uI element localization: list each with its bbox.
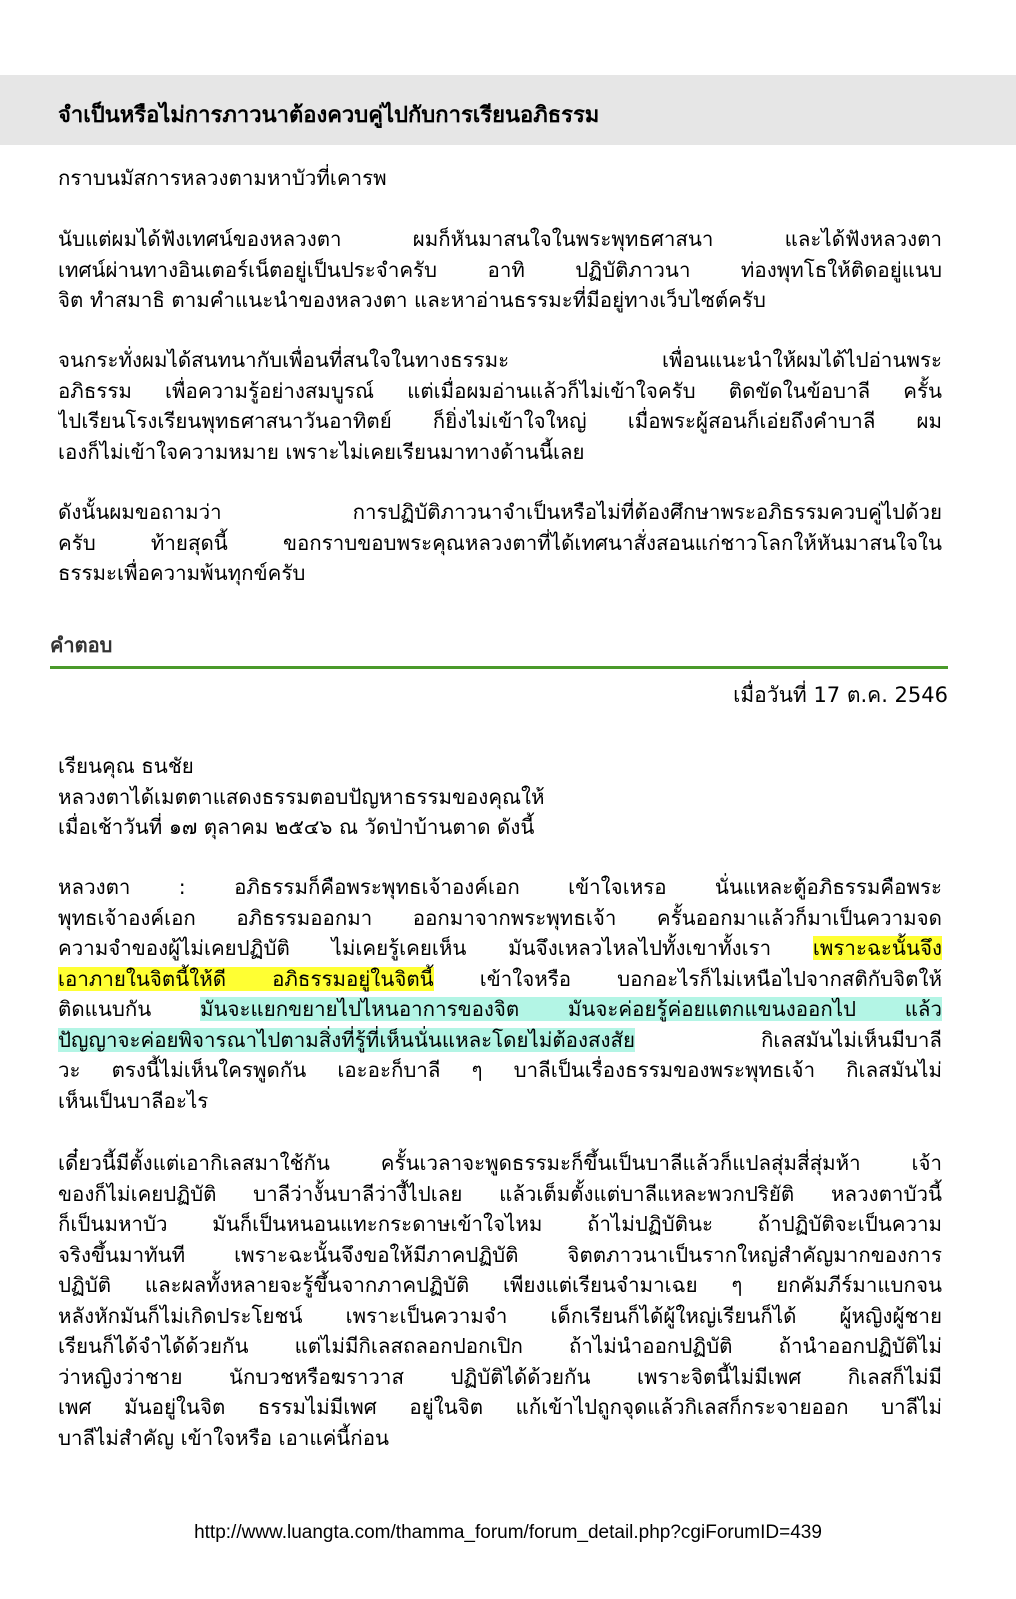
- source-url[interactable]: http://www.luangta.com/thamma_forum/forum_detail.php?cgiForumID=439: [194, 1522, 822, 1543]
- paragraph-line: นับแต่ผมได้ฟังเทศน์ของหลวงตา ผมก็หันมาสนใจในพระพุทธศาสนา และได้ฟังหลวงตา: [58, 227, 942, 251]
- paragraph-line: เดี๋ยวนี้มีตั้งแต่เอากิเลสมาใช้กัน ครั้นเวลาจะพูดธรรมะก็ขึ้นเป็นบาลีแล้วก็แปลสุ่มสี่สุ่มห้า เจ้า: [58, 1151, 942, 1175]
- paragraph-line: เทศน์ผ่านทางอินเตอร์เน็ตอยู่เป็นประจำครับ อาทิ ปฏิบัติภาวนา ท่องพุทโธให้ติดอยู่แนบ: [58, 257, 942, 282]
- paragraph-line: ดังนั้นผมขอถามว่า การปฏิบัติภาวนาจำเป็นหรือไม่ที่ต้องศึกษาพระอภิธรรมควบคู่ไปด้วย: [58, 500, 942, 524]
- paragraph-line: [58, 964, 942, 995]
- paragraph-line: ของก็ไม่เคยปฏิบัติ บาลีว่างั้นบาลีว่างี้ไปเลย แล้วเต็มตั้งแต่บาลีแหละพวกปริยัติ หลวงตาบัวนี้: [58, 1181, 942, 1206]
- paragraph-line: ก็เป็นมหาบัว มันก็เป็นหนอนแทะกระดาษเข้าใจไหม ถ้าไม่ปฏิบัตินะ ถ้าปฏิบัติจะเป็นความ: [58, 1212, 942, 1236]
- question-greeting: [58, 163, 942, 194]
- paragraph-line: ธรรมะเพื่อความพ้นทุกข์ครับ: [58, 561, 306, 585]
- paragraph-line: ปฏิบัติ และผลทั้งหลายจะรู้ขึ้นจากภาคปฏิบัติ เพียงแต่เรียนจำมาเฉย ๆ ยกคัมภีร์มาแบกจน: [58, 1273, 942, 1297]
- highlight-yellow: เพราะฉะนั้นจึง: [812, 936, 942, 960]
- intro-line: เรียนคุณ ธนชัย: [58, 754, 194, 778]
- paragraph-line: ไปเรียนโรงเรียนพุทธศาสนาวันอาทิตย์ ก็ยิ่งไม่เข้าใจใหญ่ เมื่อพระผู้สอนก็เอ่ยถึงคำบาลี ผม: [58, 409, 942, 433]
- paragraph-line: เองก็ไม่เข้าใจความหมาย เพราะไม่เคยเรียนมาทางด้านนี้เลย: [58, 439, 585, 464]
- intro-line: เมื่อเช้าวันที่ ๑๗ ตุลาคม ๒๕๔๖ ณ วัดป่าบ้านตาด ดังนี้: [58, 815, 535, 839]
- answer-paragraph-2: [58, 1148, 942, 1453]
- answer-paragraph-1: [58, 872, 942, 1116]
- paragraph-line: อภิธรรม เพื่อความรู้อย่างสมบูรณ์ แต่เมื่อผมอ่านแล้วก็ไม่เข้าใจครับ ติดขัดในข้อบาลี ครั้น: [58, 378, 942, 403]
- paragraph-line: พุทธเจ้าองค์เอก อภิธรรมออกมา ออกมาจากพระพุทธเจ้า ครั้นออกมาแล้วก็มาเป็นความจด: [58, 905, 942, 930]
- highlight-yellow: เอาภายในจิตนี้ให้ดี อภิธรรมอยู่ในจิตนี้: [58, 966, 434, 991]
- paragraph-line: เพศ มันอยู่ในจิต ธรรมไม่มีเพศ อยู่ในจิต แก้เข้าไปถูกจุดแล้วกิเลสก็กระจายออก บาลีไม่: [58, 1395, 942, 1419]
- plain-text: กิเลสมันไม่เห็นมีบาลี: [761, 1027, 942, 1052]
- paragraph-line: จิต ทำสมาธิ ตามคำแนะนำของหลวงตา และหาอ่านธรรมะที่มีอยู่ทางเว็บไซต์ครับ: [58, 288, 766, 312]
- paragraph-line: จริงขึ้นมาทันที เพราะฉะนั้นจึงขอให้มีภาคปฏิบัติ จิตตภาวนาเป็นรากใหญ่สำคัญมากของการ: [58, 1242, 942, 1267]
- paragraph-line: เรียนก็ได้จำได้ด้วยกัน แต่ไม่มีกิเลสถลอกปอกเปิก ถ้าไม่นำออกปฏิบัติ ถ้านำออกปฏิบัติไม่: [58, 1334, 942, 1358]
- question-paragraph-1: [58, 224, 942, 316]
- paragraph-line: เห็นเป็นบาลีอะไร: [58, 1088, 209, 1113]
- answer-intro: [58, 751, 942, 843]
- paragraph-line: ครับ ท้ายสุดนี้ ขอกราบขอบพระคุณหลวงตาที่ได้เทศนาสั่งสอนแก่ชาวโลกให้หันมาสนใจใน: [58, 530, 942, 555]
- answer-divider: [50, 666, 948, 669]
- paragraph-line: [58, 1025, 942, 1056]
- highlight-cyan: มันจะแยกขยายไปไหนอาการของจิต มันจะค่อยรู้ค่อยแตกแขนงออกไป แล้ว: [199, 997, 942, 1021]
- answer-date: เมื่อวันที่ 17 ต.ค. 2546: [733, 683, 948, 707]
- question-paragraph-2: [58, 345, 942, 467]
- answer-heading: คำตอบ: [50, 633, 113, 657]
- intro-line: หลวงตาได้เมตตาแสดงธรรมตอบปัญหาธรรมของคุณให้: [58, 784, 545, 809]
- paragraph-line: จนกระทั่งผมได้สนทนากับเพื่อนที่สนใจในทางธรรมะ เพื่อนแนะนำให้ผมได้ไปอ่านพระ: [58, 348, 942, 372]
- plain-text: ความจำของผู้ไม่เคยปฏิบัติ ไม่เคยรู้เคยเห็น มันจึงเหลวไหลไปทั้งเขาทั้งเรา: [58, 936, 772, 960]
- question-title: จำเป็นหรือไม่การภาวนาต้องควบคู่ไปกับการเรียนอภิธรรม: [58, 103, 600, 128]
- paragraph-line: [58, 933, 942, 964]
- question-paragraph-3: [58, 497, 942, 589]
- paragraph-line: [58, 994, 942, 1025]
- greeting-line: กราบนมัสการหลวงตามหาบัวที่เคารพ: [58, 166, 387, 190]
- plain-text: เข้าใจหรือ บอกอะไรก็ไม่เหนือไปจากสติกับจิตให้: [479, 966, 942, 991]
- highlight-cyan: ปัญญาจะค่อยพิจารณาไปตามสิ่งที่รู้ที่เห็นนั่นแหละโดยไม่ต้องสงสัย: [58, 1027, 636, 1052]
- plain-text: ติดแนบกัน: [58, 997, 152, 1021]
- paragraph-line: หลังหักมันก็ไม่เกิดประโยชน์ เพราะเป็นความจำ เด็กเรียนก็ได้ผู้ใหญ่เรียนก็ได้ ผู้หญิงผู้ชาย: [58, 1303, 942, 1328]
- paragraph-line: ว่าหญิงว่าชาย นักบวชหรือฆราวาส ปฏิบัติได้ด้วยกัน เพราะจิตนี้ไม่มีเพศ กิเลสก็ไม่มี: [58, 1364, 942, 1389]
- paragraph-line: บาลีไม่สำคัญ เข้าใจหรือ เอาแค่นี้ก่อน: [58, 1425, 390, 1450]
- paragraph-line: หลวงตา : อภิธรรมก็คือพระพุทธเจ้าองค์เอก เข้าใจเหรอ นั่นแหละตู้อภิธรรมคือพระ: [58, 875, 942, 899]
- paragraph-line: วะ ตรงนี้ไม่เห็นใครพูดกัน เอะอะก็บาลี ๆ บาลีเป็นเรื่องธรรมของพระพุทธเจ้า กิเลสมันไม่: [58, 1058, 942, 1082]
